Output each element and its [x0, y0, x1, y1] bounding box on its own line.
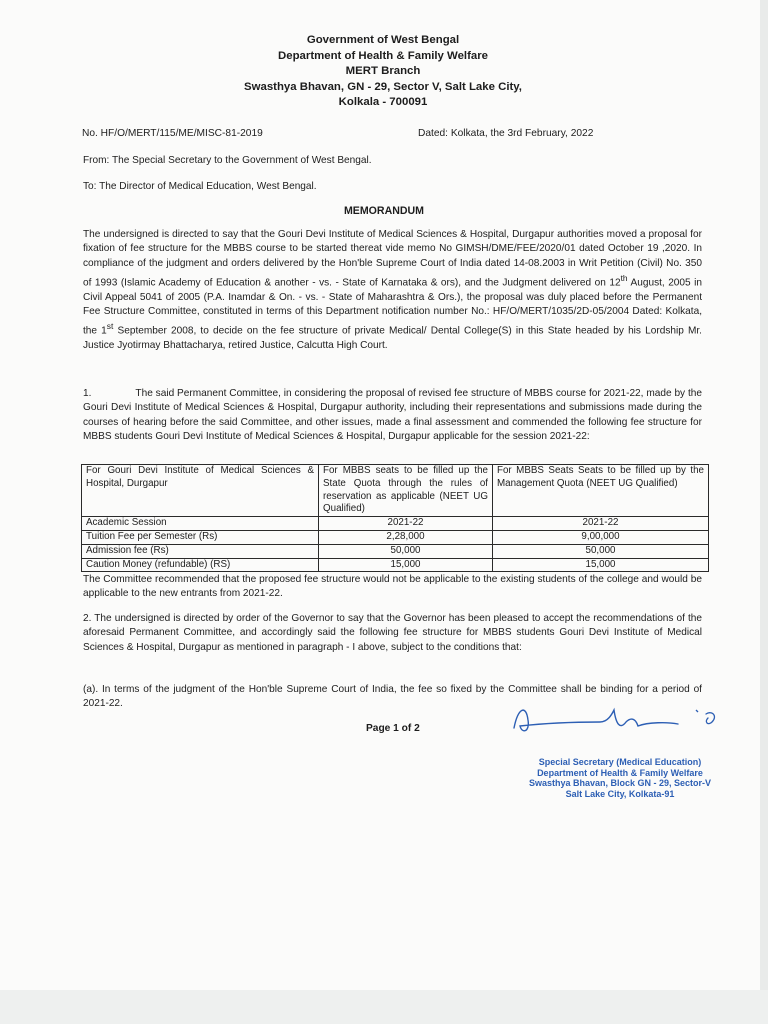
state-quota-value: 2,28,000	[319, 530, 493, 544]
memo-sup-2: st	[106, 321, 114, 332]
signatory-stamp	[505, 757, 735, 799]
from-line: From: The Special Secretary to the Government of West Bengal.	[83, 155, 372, 166]
memo-text-3: September 2008, to decide on the fee structure of private Medical/ Dental College(S) in this State headed by his Lordship Mr. Justice Jyotirmay Bhattacharya, retired Justice, Calcutta High Court.	[83, 325, 702, 351]
to-line: To: The Director of Medical Education, West Bengal.	[83, 181, 317, 192]
signatory-department: Department of Health & Family Welfare	[537, 767, 703, 778]
letterhead-city: Kolkala - 700091	[338, 96, 428, 108]
management-quota-value: 50,000	[493, 544, 709, 558]
signatory-address: Swasthya Bhavan, Block GN - 29, Sector-V	[528, 778, 712, 789]
scan-margin	[0, 990, 768, 1024]
fee-structure-table	[81, 464, 709, 572]
signatory-city: Salt Lake City, Kolkata-91	[565, 788, 675, 799]
letterhead-department: Department of Health & Family Welfare	[278, 49, 488, 62]
table-row	[82, 530, 709, 544]
state-quota-value: 50,000	[319, 544, 493, 558]
table-header-institute: For Gouri Devi Institute of Medical Sciences & Hospital, Durgapur	[82, 465, 319, 517]
signature-image	[508, 700, 728, 740]
row-label: Caution Money (refundable) (RS)	[82, 558, 319, 572]
memo-text-1: The undersigned is directed to say that the Gouri Devi Institute of Medical Sciences & Hospital, Durgapur authorities moved a proposal for fixation of fee structure for the MBBS course to be started thereat vide memo No GIMSH/DME/FEE/2020/01 dated October 19 ,2020. In compliance of the judgment and orders delivered by the Hon'ble Supreme Court of India dated 14-08.2003 in Writ Petition (Civil) No. 350 of 1993 (Islamic Academy of Education & another - vs. - State of Karnataka & ors), and the Judgment delivered on 12	[83, 229, 702, 289]
table-header-row	[82, 465, 709, 517]
table-row	[82, 544, 709, 558]
management-quota-value: 9,00,000	[493, 530, 709, 544]
management-quota-value: 15,000	[493, 558, 709, 572]
table-header-management-quota: For MBBS Seats Seats to be filled up by the Management Quota (NEET UG Qualified)	[493, 465, 709, 517]
paragraph-1-number: 1.	[83, 388, 92, 399]
paragraph-2: 2. The undersigned is directed by order of the Governor to say that the Governor has been pleased to accept the recommendations of the aforesaid Permanent Committee, and accordingly said the following fee structure for MBBS students Gouri Devi Institute of Medical Sciences & Hospital, Durgapur as mentioned in paragraph - I above, subject to the conditions that:	[83, 613, 702, 653]
state-quota-value: 2021-22	[319, 517, 493, 531]
signatory-title: Special Secretary (Medical Education)	[538, 757, 702, 767]
table-row	[82, 517, 709, 531]
paragraph-1-text: The said Permanent Committee, in considering the proposal of revised fee structure of MBBS course for 2021-22, made by the Gouri Devi Institute of Medical Sciences & Hospital, Durgapur authority, including their representations and submissions made during the courses of hearing before the said Committee, and other issues, made a final assessment and commended the following fee structure for MBBS students Gouri Devi Institute of Medical Sciences & Hospital, Durgapur applicable for the session 2021-22:	[83, 388, 702, 442]
committee-note: The Committee recommended that the proposed fee structure would not be applicable to the existing students of the college and would be applicable to the new entrants from 2021-22.	[83, 574, 702, 600]
letterhead-address: Swasthya Bhavan, GN - 29, Sector V, Salt Lake City,	[244, 80, 522, 93]
row-label: Tuition Fee per Semester (Rs)	[82, 530, 319, 544]
row-label: Admission fee (Rs)	[82, 544, 319, 558]
table-header-state-quota: For MBBS seats to be filled up the State Quota through the rules of reservation as applicable (NEET UG Qualified)	[319, 465, 493, 517]
row-label: Academic Session	[82, 517, 319, 531]
memorandum-body	[83, 228, 702, 353]
reference-number: No. HF/O/MERT/115/ME/MISC-81-2019	[82, 128, 263, 139]
letterhead	[0, 33, 768, 111]
document-date: Dated: Kolkata, the 3rd February, 2022	[418, 128, 594, 139]
table-row	[82, 558, 709, 572]
page-number: Page 1 of 2	[366, 723, 420, 734]
paragraph-1	[83, 387, 702, 444]
state-quota-value: 15,000	[319, 558, 493, 572]
letterhead-branch: MERT Branch	[345, 65, 421, 77]
management-quota-value: 2021-22	[493, 517, 709, 531]
memo-text-2: August, 2005 in Civil Appeal 5041 of 2005 (P.A. Inamdar & On. - vs. - State of Maharashtra & Ors.), the proposal was duly placed before the Permanent Fee Structure Committee, constituted in terms of this Department notification number No.: HF/O/MERT/1035/2D-05/2004 Dated: Kolkata, the 1	[83, 277, 702, 337]
memorandum-title: MEMORANDUM	[343, 205, 425, 217]
paragraph-a: (a). In terms of the judgment of the Hon'ble Supreme Court of India, the fee so fixed by the Committee shall be binding for a period of 2021-22.	[83, 684, 702, 710]
letterhead-government: Government of West Bengal	[306, 34, 460, 46]
memo-sup-1: th	[620, 272, 628, 283]
